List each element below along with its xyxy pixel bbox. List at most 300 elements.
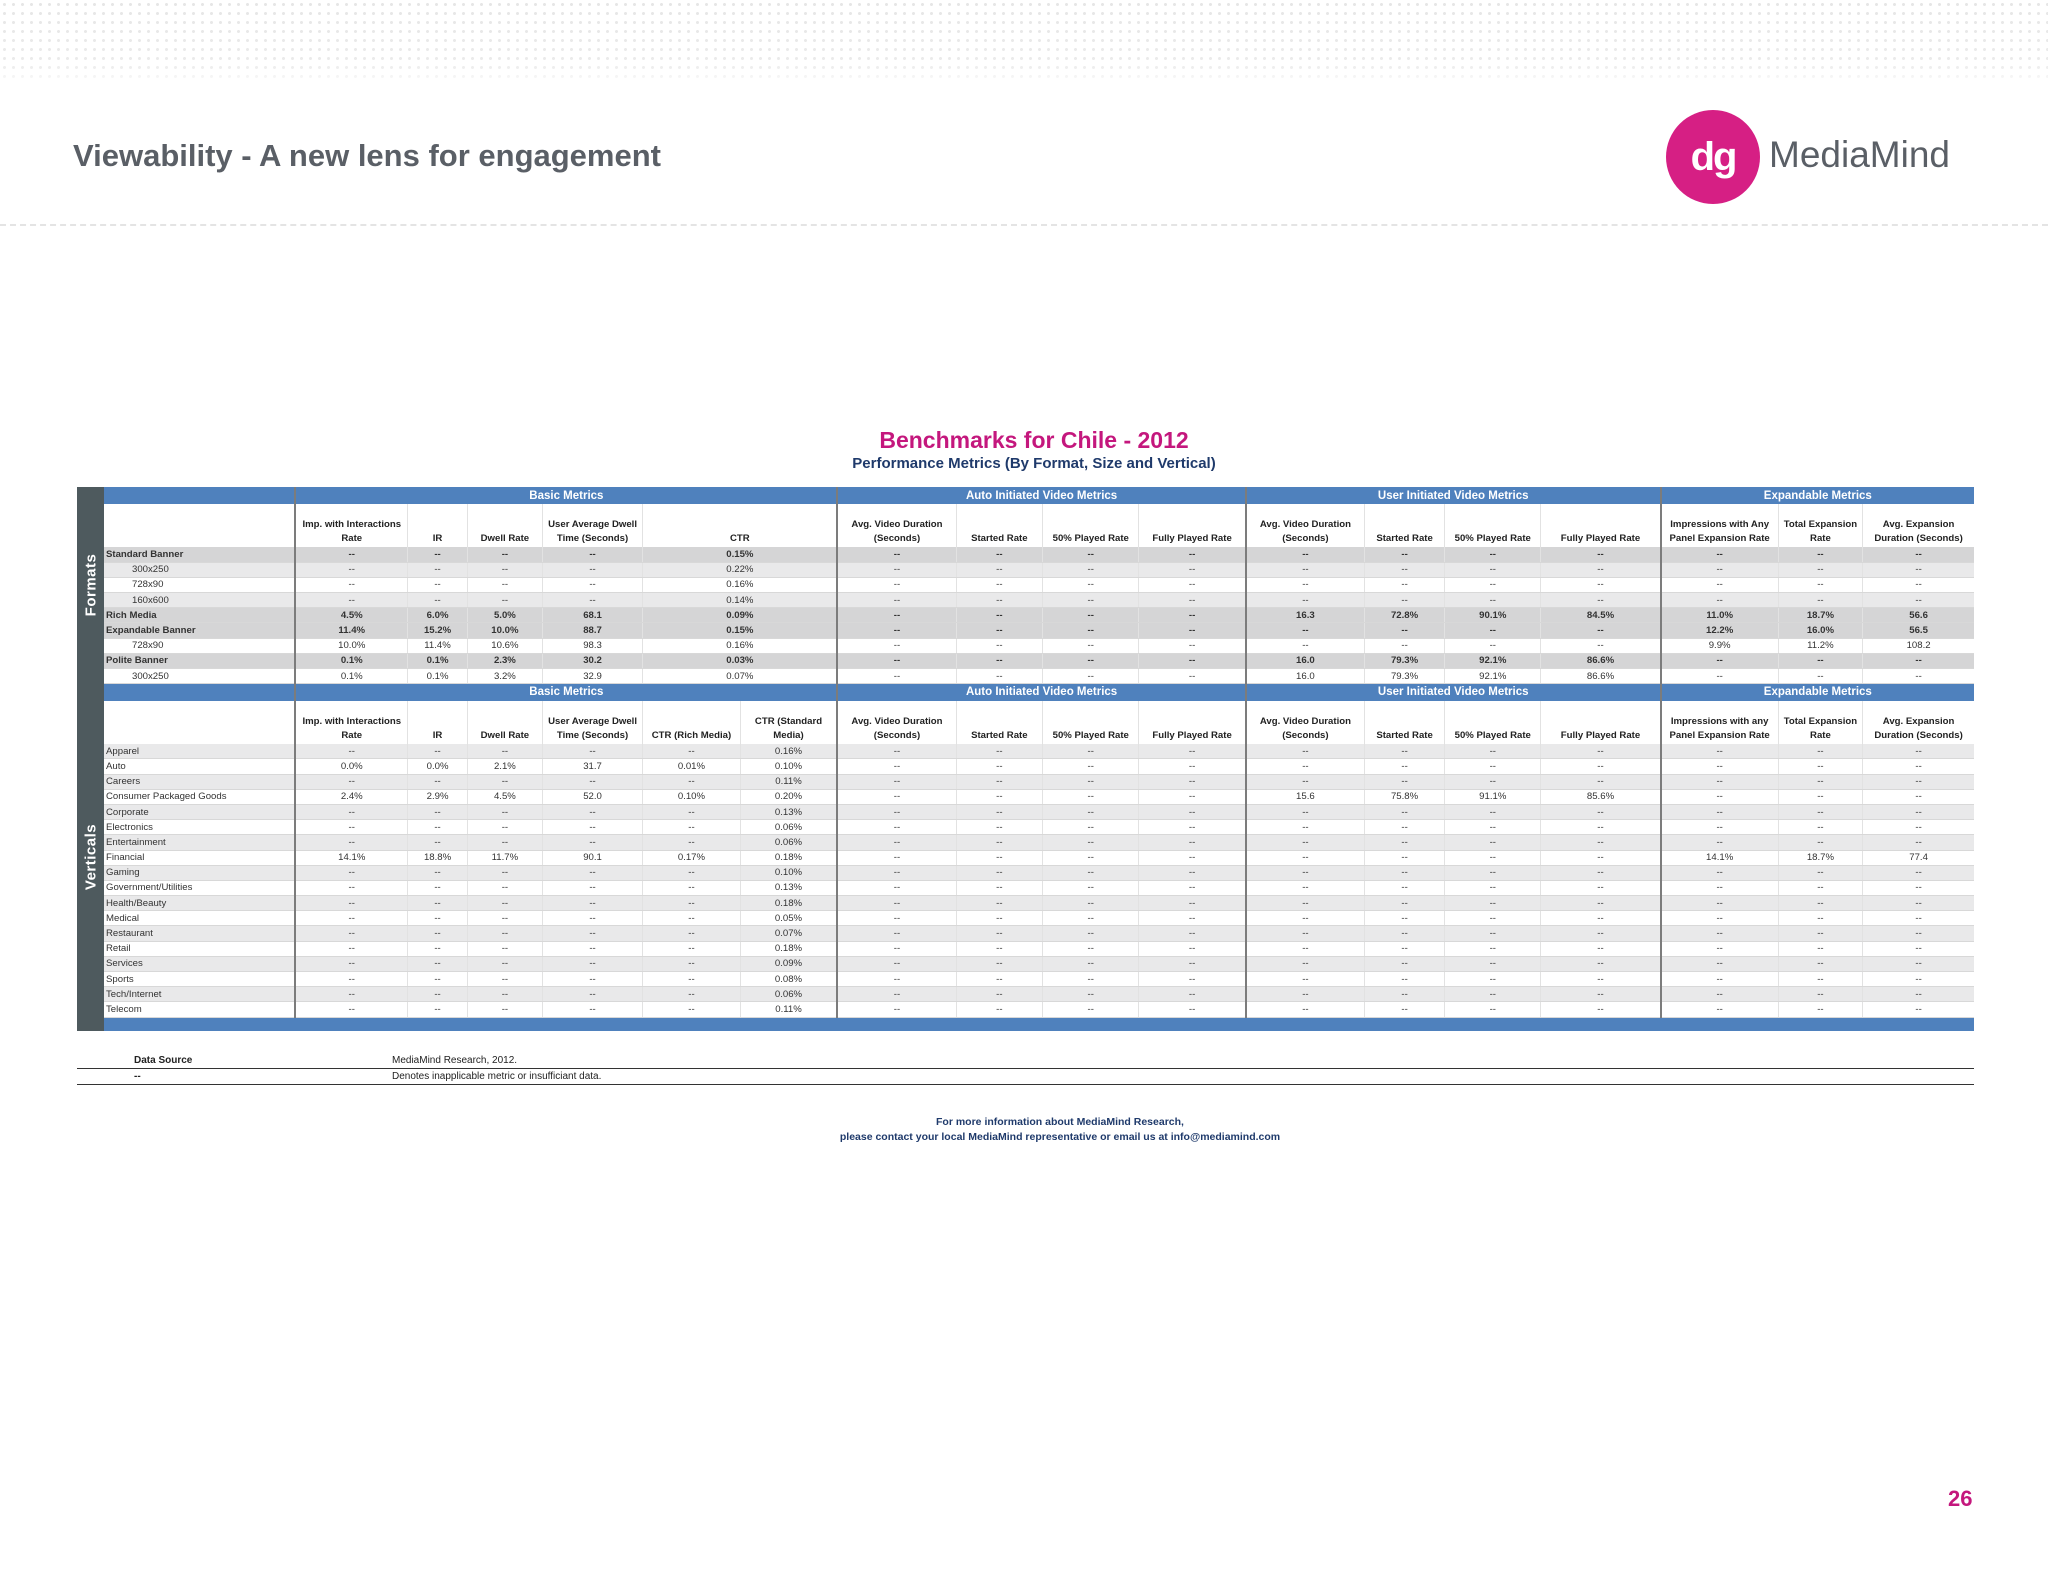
metric-cell: -- <box>542 744 643 759</box>
metric-cell: 0.09% <box>643 608 838 623</box>
metric-cell: 10.0% <box>295 638 407 653</box>
metric-cell: -- <box>295 956 407 971</box>
metric-cell: -- <box>295 926 407 941</box>
metric-cell: 0.18% <box>740 850 837 865</box>
column-header: 50% Played Rate <box>1445 701 1541 744</box>
metric-cell: -- <box>408 547 468 562</box>
metric-cell: -- <box>1863 562 1974 577</box>
metric-cell: -- <box>1661 593 1779 608</box>
metric-cell: -- <box>956 547 1043 562</box>
column-header: Avg. Video Duration (Seconds) <box>837 504 956 547</box>
metric-cell: -- <box>1364 744 1444 759</box>
metric-cell: -- <box>1043 744 1139 759</box>
metric-cell: -- <box>837 623 956 638</box>
vertical-row <box>104 956 1974 971</box>
metric-cell: 0.15% <box>643 547 838 562</box>
group-header-auto_video: Auto Initiated Video Metrics <box>837 487 1245 504</box>
metric-cell: 86.6% <box>1541 653 1661 668</box>
metric-cell: -- <box>1043 789 1139 804</box>
format-row <box>104 577 1974 592</box>
metric-cell: -- <box>1139 941 1246 956</box>
column-header: User Average Dwell Time (Seconds) <box>542 504 643 547</box>
metric-cell: -- <box>1246 759 1365 774</box>
group-header-user_video: User Initiated Video Metrics <box>1246 487 1661 504</box>
format-row <box>104 562 1974 577</box>
metric-cell: 0.16% <box>643 638 838 653</box>
row-label: Gaming <box>104 865 295 880</box>
data-source-value: MediaMind Research, 2012. <box>392 1055 518 1066</box>
metric-cell: 10.6% <box>467 638 542 653</box>
column-header: Avg. Video Duration (Seconds) <box>1246 701 1365 744</box>
metric-cell: -- <box>837 638 956 653</box>
metric-cell: -- <box>837 1002 956 1017</box>
column-header: Imp. with Interactions Rate <box>295 701 407 744</box>
header-divider <box>0 224 2048 226</box>
metric-cell: -- <box>295 835 407 850</box>
metric-cell: -- <box>1541 638 1661 653</box>
metric-cell: -- <box>1541 987 1661 1002</box>
metric-cell: -- <box>1778 987 1862 1002</box>
footer-notes <box>77 1053 1974 1085</box>
column-header-row <box>104 701 1974 744</box>
metric-cell: -- <box>1778 789 1862 804</box>
metric-cell: -- <box>1863 804 1974 819</box>
vertical-row <box>104 896 1974 911</box>
metric-cell: -- <box>956 623 1043 638</box>
metric-cell: -- <box>1541 804 1661 819</box>
metric-cell: -- <box>1863 835 1974 850</box>
column-header: 50% Played Rate <box>1043 701 1139 744</box>
metric-cell: -- <box>1445 593 1541 608</box>
metric-cell: -- <box>542 562 643 577</box>
metric-cell: -- <box>1661 804 1779 819</box>
metric-cell: -- <box>643 1002 740 1017</box>
column-header: Dwell Rate <box>467 504 542 547</box>
format-row <box>104 669 1974 684</box>
metric-cell: -- <box>1863 789 1974 804</box>
metric-cell: 11.4% <box>408 638 468 653</box>
metric-cell: -- <box>1661 562 1779 577</box>
metric-cell: -- <box>956 1002 1043 1017</box>
metric-cell: -- <box>408 820 468 835</box>
metric-cell: -- <box>1863 669 1974 684</box>
metric-cell: -- <box>1246 593 1365 608</box>
page-title: Viewability - A new lens for engagement <box>73 138 661 173</box>
metric-cell: -- <box>542 577 643 592</box>
metric-cell: -- <box>837 577 956 592</box>
row-label: Tech/Internet <box>104 987 295 1002</box>
metric-cell: -- <box>1541 911 1661 926</box>
metric-cell: -- <box>1445 562 1541 577</box>
metric-cell: 88.7 <box>542 623 643 638</box>
metric-cell: -- <box>837 653 956 668</box>
metric-cell: -- <box>1043 926 1139 941</box>
benchmark-title: Benchmarks for Chile - 2012 <box>879 427 1189 453</box>
metric-cell: -- <box>643 941 740 956</box>
metric-cell: -- <box>1863 926 1974 941</box>
metric-cell: -- <box>1139 865 1246 880</box>
metric-cell: -- <box>1139 623 1246 638</box>
metric-cell: -- <box>1246 562 1365 577</box>
group-header-expandable: Expandable Metrics <box>1661 487 1974 504</box>
metric-cell: -- <box>837 547 956 562</box>
metric-cell: 31.7 <box>542 759 643 774</box>
metric-cell: -- <box>1541 577 1661 592</box>
column-header: Avg. Expansion Duration (Seconds) <box>1863 504 1974 547</box>
format-row <box>104 547 1974 562</box>
metric-cell: -- <box>1863 774 1974 789</box>
metric-cell: -- <box>467 896 542 911</box>
metric-cell: -- <box>837 820 956 835</box>
metric-cell: -- <box>1661 941 1779 956</box>
metric-cell: -- <box>1364 1002 1444 1017</box>
metric-cell: -- <box>467 577 542 592</box>
row-label: Health/Beauty <box>104 896 295 911</box>
metric-cell: -- <box>1863 1002 1974 1017</box>
metric-cell: -- <box>1778 1002 1862 1017</box>
metric-cell: -- <box>1246 941 1365 956</box>
metric-cell: -- <box>1661 1002 1779 1017</box>
metric-cell: -- <box>956 850 1043 865</box>
metric-cell: -- <box>295 774 407 789</box>
metric-cell: -- <box>1364 774 1444 789</box>
metric-cell: -- <box>467 987 542 1002</box>
metric-cell: -- <box>1139 972 1246 987</box>
metric-cell: -- <box>1043 911 1139 926</box>
metric-cell: 0.11% <box>740 1002 837 1017</box>
metric-cell: -- <box>295 577 407 592</box>
metric-cell: -- <box>542 911 643 926</box>
metric-cell: -- <box>542 593 643 608</box>
row-label: Sports <box>104 972 295 987</box>
metric-cell: -- <box>1364 896 1444 911</box>
metric-cell: -- <box>542 774 643 789</box>
metric-cell: -- <box>1043 653 1139 668</box>
metric-cell: -- <box>837 804 956 819</box>
row-label: Services <box>104 956 295 971</box>
metric-cell: -- <box>542 820 643 835</box>
metric-cell: -- <box>467 562 542 577</box>
metric-cell: -- <box>837 865 956 880</box>
vertical-row <box>104 941 1974 956</box>
metric-cell: -- <box>1139 669 1246 684</box>
metric-cell: -- <box>1541 593 1661 608</box>
metric-cell: -- <box>408 562 468 577</box>
metric-cell: -- <box>1246 850 1365 865</box>
metric-cell: -- <box>1661 669 1779 684</box>
metric-cell: -- <box>1043 759 1139 774</box>
metric-cell: -- <box>408 911 468 926</box>
metric-cell: -- <box>1661 547 1779 562</box>
metric-cell: -- <box>467 1002 542 1017</box>
metric-cell: -- <box>643 896 740 911</box>
metric-cell: -- <box>837 956 956 971</box>
metric-cell: -- <box>467 880 542 895</box>
row-label: 300x250 <box>104 669 295 684</box>
column-header: Fully Played Rate <box>1139 701 1246 744</box>
metric-cell: -- <box>956 956 1043 971</box>
metric-cell: -- <box>643 744 740 759</box>
format-row <box>104 623 1974 638</box>
metric-cell: -- <box>1246 820 1365 835</box>
data-source-label: Data Source <box>134 1055 193 1066</box>
metric-cell: -- <box>1863 987 1974 1002</box>
metric-cell: -- <box>1445 896 1541 911</box>
metric-cell: -- <box>1445 835 1541 850</box>
na-description: Denotes inapplicable metric or insufficiant data. <box>392 1071 602 1082</box>
metric-cell: 4.5% <box>295 608 407 623</box>
metric-cell: -- <box>643 804 740 819</box>
metric-cell: 91.1% <box>1445 789 1541 804</box>
vertical-row <box>104 744 1974 759</box>
metric-cell: -- <box>1661 835 1779 850</box>
group-blank-cell <box>104 684 295 701</box>
metric-cell: -- <box>1778 880 1862 895</box>
metric-cell: -- <box>837 941 956 956</box>
metric-cell: -- <box>1043 850 1139 865</box>
vertical-row <box>104 759 1974 774</box>
metric-cell: -- <box>1364 880 1444 895</box>
metric-cell: -- <box>542 880 643 895</box>
metric-cell: -- <box>1445 759 1541 774</box>
metric-cell: 16.0 <box>1246 669 1365 684</box>
row-label: Medical <box>104 911 295 926</box>
metric-cell: -- <box>1364 987 1444 1002</box>
metric-cell: 4.5% <box>467 789 542 804</box>
format-row <box>104 608 1974 623</box>
metric-cell: -- <box>1778 956 1862 971</box>
header-label-cell <box>104 504 295 547</box>
vertical-row <box>104 865 1974 880</box>
metric-cell: 2.9% <box>408 789 468 804</box>
metric-cell: 0.1% <box>408 669 468 684</box>
metric-cell: 0.07% <box>740 926 837 941</box>
column-header: Started Rate <box>956 504 1043 547</box>
column-header: CTR (Standard Media) <box>740 701 837 744</box>
header-label-cell <box>104 701 295 744</box>
metric-cell: 5.0% <box>467 608 542 623</box>
metric-cell: -- <box>1246 835 1365 850</box>
metric-cell: -- <box>1863 880 1974 895</box>
metric-cell: -- <box>1139 759 1246 774</box>
footer-row-source <box>77 1053 1974 1069</box>
metric-cell: -- <box>1139 926 1246 941</box>
metric-cell: 92.1% <box>1445 653 1541 668</box>
metric-cell: -- <box>1445 941 1541 956</box>
metric-cell: -- <box>295 972 407 987</box>
metric-cell: -- <box>837 669 956 684</box>
metric-cell: -- <box>295 987 407 1002</box>
metric-cell: -- <box>408 972 468 987</box>
metric-cell: -- <box>1246 972 1365 987</box>
metric-cell: 92.1% <box>1445 669 1541 684</box>
metric-cell: -- <box>1445 577 1541 592</box>
metric-cell: -- <box>295 941 407 956</box>
vertical-row <box>104 804 1974 819</box>
metric-cell: -- <box>542 547 643 562</box>
metric-cell: -- <box>1043 562 1139 577</box>
metric-cell: -- <box>408 774 468 789</box>
metric-cell: -- <box>1778 774 1862 789</box>
metric-cell: 0.15% <box>643 623 838 638</box>
metric-cell: -- <box>1541 774 1661 789</box>
metric-cell: -- <box>542 835 643 850</box>
metric-cell: -- <box>1778 744 1862 759</box>
metric-cell: 18.8% <box>408 850 468 865</box>
metric-cell: -- <box>1778 577 1862 592</box>
metric-cell: 2.4% <box>295 789 407 804</box>
metric-cell: -- <box>837 608 956 623</box>
metric-cell: -- <box>1139 789 1246 804</box>
vertical-row <box>104 835 1974 850</box>
metric-group-row <box>104 487 1974 504</box>
metric-cell: -- <box>1445 774 1541 789</box>
metric-cell: -- <box>1778 804 1862 819</box>
metric-cell: 98.3 <box>542 638 643 653</box>
column-header: Dwell Rate <box>467 701 542 744</box>
metric-cell: -- <box>542 1002 643 1017</box>
metric-cell: 11.0% <box>1661 608 1779 623</box>
metric-cell: -- <box>1139 774 1246 789</box>
metric-cell: 0.14% <box>643 593 838 608</box>
metric-cell: -- <box>467 956 542 971</box>
metric-cell: -- <box>1043 865 1139 880</box>
metric-cell: -- <box>467 926 542 941</box>
vertical-row <box>104 1002 1974 1017</box>
metric-cell: -- <box>1778 941 1862 956</box>
metric-cell: -- <box>1445 956 1541 971</box>
contact-line-1: For more information about MediaMind Research, <box>936 1116 1184 1128</box>
metric-cell: 0.07% <box>643 669 838 684</box>
metric-cell: -- <box>1139 987 1246 1002</box>
metric-cell: 0.05% <box>740 911 837 926</box>
table-bottom-bar <box>104 1017 1974 1031</box>
metric-cell: -- <box>1246 1002 1365 1017</box>
metric-cell: -- <box>467 820 542 835</box>
metric-cell: -- <box>1778 653 1862 668</box>
metric-cell: -- <box>1863 896 1974 911</box>
metric-cell: -- <box>542 926 643 941</box>
metric-cell: -- <box>1863 941 1974 956</box>
metric-cell: -- <box>956 638 1043 653</box>
metric-cell: -- <box>643 911 740 926</box>
metric-cell: -- <box>1139 850 1246 865</box>
metric-cell: -- <box>1043 896 1139 911</box>
metric-cell: -- <box>1445 987 1541 1002</box>
metric-cell: -- <box>1661 896 1779 911</box>
metric-cell: -- <box>1139 653 1246 668</box>
row-label: 160x600 <box>104 593 295 608</box>
column-header: Started Rate <box>1364 504 1444 547</box>
metric-cell: -- <box>837 562 956 577</box>
footer-row-legend <box>77 1069 1974 1085</box>
metric-cell: 11.7% <box>467 850 542 865</box>
metric-cell: -- <box>542 865 643 880</box>
metric-cell: -- <box>1139 1002 1246 1017</box>
metric-cell: -- <box>1445 880 1541 895</box>
metric-cell: -- <box>295 865 407 880</box>
metric-cell: -- <box>1541 562 1661 577</box>
metric-cell: -- <box>1364 577 1444 592</box>
metric-cell: 32.9 <box>542 669 643 684</box>
metric-cell: -- <box>467 547 542 562</box>
metric-cell: -- <box>1139 820 1246 835</box>
metric-cell: -- <box>467 774 542 789</box>
metric-group-row <box>104 684 1974 701</box>
metric-cell: 15.2% <box>408 623 468 638</box>
metric-cell: -- <box>1863 865 1974 880</box>
metric-cell: 0.1% <box>408 653 468 668</box>
metric-cell: -- <box>1863 759 1974 774</box>
metric-cell: 79.3% <box>1364 653 1444 668</box>
metric-cell: 11.4% <box>295 623 407 638</box>
metric-cell: -- <box>1661 744 1779 759</box>
row-label: Consumer Packaged Goods <box>104 789 295 804</box>
row-label: Telecom <box>104 1002 295 1017</box>
page-number: 26 <box>1948 1486 1973 1511</box>
metric-cell: -- <box>1778 896 1862 911</box>
metric-cell: -- <box>295 593 407 608</box>
metric-cell: -- <box>956 653 1043 668</box>
metric-cell: -- <box>1541 941 1661 956</box>
metric-cell: 52.0 <box>542 789 643 804</box>
metric-cell: -- <box>1364 638 1444 653</box>
metric-cell: 0.17% <box>643 850 740 865</box>
metric-cell: -- <box>295 804 407 819</box>
metric-cell: -- <box>837 911 956 926</box>
table-bottom-bar-cell <box>104 1017 1974 1031</box>
column-header-row <box>104 504 1974 547</box>
metric-cell: -- <box>1661 653 1779 668</box>
metric-cell: 0.06% <box>740 835 837 850</box>
group-header-expandable: Expandable Metrics <box>1661 684 1974 701</box>
metric-cell: -- <box>1778 820 1862 835</box>
metric-cell: 56.6 <box>1863 608 1974 623</box>
format-row <box>104 638 1974 653</box>
metric-cell: -- <box>1364 547 1444 562</box>
metric-cell: -- <box>956 880 1043 895</box>
row-label: Careers <box>104 774 295 789</box>
metric-cell: 0.0% <box>408 759 468 774</box>
metric-cell: -- <box>1661 865 1779 880</box>
metric-cell: -- <box>1246 744 1365 759</box>
metric-cell: -- <box>1364 956 1444 971</box>
vertical-row <box>104 774 1974 789</box>
row-label: Polite Banner <box>104 653 295 668</box>
metric-cell: -- <box>643 987 740 1002</box>
vertical-row <box>104 789 1974 804</box>
metric-cell: -- <box>1541 744 1661 759</box>
metric-cell: 0.11% <box>740 774 837 789</box>
metric-cell: -- <box>1043 1002 1139 1017</box>
metric-cell: -- <box>1246 638 1365 653</box>
metric-cell: -- <box>1778 669 1862 684</box>
contact-info <box>0 1115 2048 1145</box>
metric-cell: 0.10% <box>740 865 837 880</box>
metric-cell: 0.06% <box>740 987 837 1002</box>
metric-cell: -- <box>1043 972 1139 987</box>
metric-cell: -- <box>295 820 407 835</box>
metric-cell: -- <box>837 789 956 804</box>
metric-cell: -- <box>956 789 1043 804</box>
vertical-row <box>104 972 1974 987</box>
column-header: 50% Played Rate <box>1445 504 1541 547</box>
metric-cell: -- <box>837 987 956 1002</box>
metric-cell: -- <box>295 562 407 577</box>
row-label: Financial <box>104 850 295 865</box>
metric-cell: -- <box>1661 880 1779 895</box>
metric-cell: -- <box>467 911 542 926</box>
